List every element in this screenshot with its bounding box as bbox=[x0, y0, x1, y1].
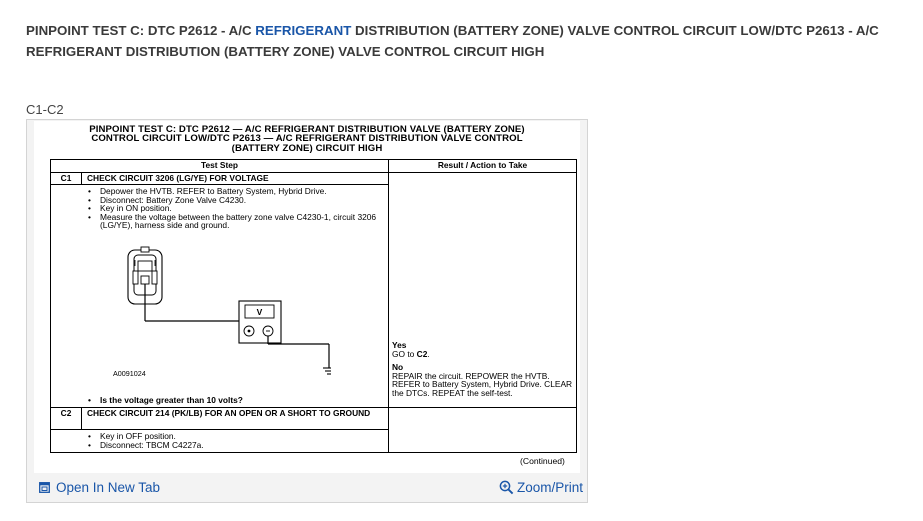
pinpoint-test-table-image bbox=[34, 121, 580, 473]
doc-title-line-3: (BATTERY ZONE) CIRCUIT HIGH bbox=[231, 142, 383, 154]
c2-steps bbox=[85, 432, 385, 449]
yes-label: Yes bbox=[392, 340, 407, 350]
no-action: REPAIR the circuit. REPOWER the HVTB. REFER to Battery System, Hybrid Drive. CLEAR the DTCs. REPEAT the self-test. bbox=[392, 370, 573, 398]
c1-question bbox=[85, 396, 385, 405]
c2-step: • Key in OFF position. bbox=[85, 432, 385, 441]
c1-result bbox=[392, 341, 577, 398]
c1-step: • Disconnect: Battery Zone Valve C4230. bbox=[85, 196, 385, 205]
title-part-1: PINPOINT TEST C: DTC P2612 - A/C bbox=[26, 23, 256, 38]
yes-action-target: C2 bbox=[416, 348, 428, 359]
col-test-step: Test Step bbox=[200, 160, 239, 170]
continued-note: (Continued) bbox=[520, 456, 565, 466]
id-divider-c2 bbox=[81, 407, 82, 429]
figure-id: A0091024 bbox=[113, 369, 146, 378]
c1-title: CHECK CIRCUIT 3206 (LG/YE) FOR VOLTAGE bbox=[87, 173, 269, 183]
c1-question-text: • Is the voltage greater than 10 volts? bbox=[85, 396, 385, 405]
document-image-frame bbox=[26, 119, 588, 503]
id-divider-c1 bbox=[81, 172, 82, 184]
open-in-new-tab-link[interactable] bbox=[39, 480, 160, 495]
no-label: No bbox=[392, 362, 404, 373]
zoom-print-link[interactable] bbox=[499, 480, 583, 495]
title-part-2: DISTRIBUTION (BATTERY ZONE) VALVE CONTROL CIRCUIT LOW/DTC P2613 - A/C REFRIGERANT DISTRIBUTION (BATTERY ZONE) VALVE CONTROL CIRCUIT HIGH bbox=[26, 23, 879, 59]
c1-step: • Measure the voltage between the battery zone valve C4230-1, circuit 3206 (LG/YE), harness side and ground. bbox=[85, 213, 385, 230]
c1-id: C1 bbox=[60, 173, 72, 183]
page-title bbox=[26, 20, 906, 62]
column-divider bbox=[388, 160, 389, 452]
voltage-measurement-diagram bbox=[111, 244, 331, 384]
c2-title-rule bbox=[51, 429, 388, 430]
c2-id: C2 bbox=[60, 408, 72, 418]
c1-step: • Key in ON position. bbox=[85, 204, 385, 213]
c1-step: • Depower the HVTB. REFER to Battery System, Hybrid Drive. bbox=[85, 187, 385, 196]
image-actions bbox=[39, 480, 583, 500]
c1-steps bbox=[85, 187, 385, 230]
doc-title bbox=[34, 125, 580, 153]
ground-symbol-icon bbox=[323, 368, 331, 374]
test-table bbox=[50, 159, 577, 453]
doc-title-line-1: PINPOINT TEST C: DTC P2612 — A/C REFRIGERANT DISTRIBUTION VALVE (BATTERY ZONE) bbox=[89, 124, 525, 135]
zoom-print-label: Zoom/Print bbox=[516, 480, 583, 495]
zoom-in-icon bbox=[499, 480, 514, 495]
meter-display-label: V bbox=[256, 307, 263, 317]
doc-title-line-2: CONTROL CIRCUIT LOW/DTC P2613 — A/C REFRIGERANT DISTRIBUTION VALVE CONTROL bbox=[91, 133, 523, 145]
c2-title: CHECK CIRCUIT 214 (PK/LB) FOR AN OPEN OR A SHORT TO GROUND bbox=[87, 408, 371, 418]
c2-step: • Disconnect: TBCM C4227a. bbox=[85, 441, 385, 450]
voltmeter-icon bbox=[239, 301, 281, 343]
open-in-new-tab-label: Open In New Tab bbox=[56, 480, 161, 495]
c1-title-rule bbox=[51, 184, 388, 185]
yes-action: GO to C2. bbox=[392, 348, 430, 359]
open-tab-icon bbox=[39, 482, 50, 493]
refrigerant-link[interactable]: REFRIGERANT bbox=[255, 23, 352, 38]
col-result: Result / Action to Take bbox=[437, 160, 528, 170]
section-label: C1-C2 bbox=[26, 102, 64, 117]
